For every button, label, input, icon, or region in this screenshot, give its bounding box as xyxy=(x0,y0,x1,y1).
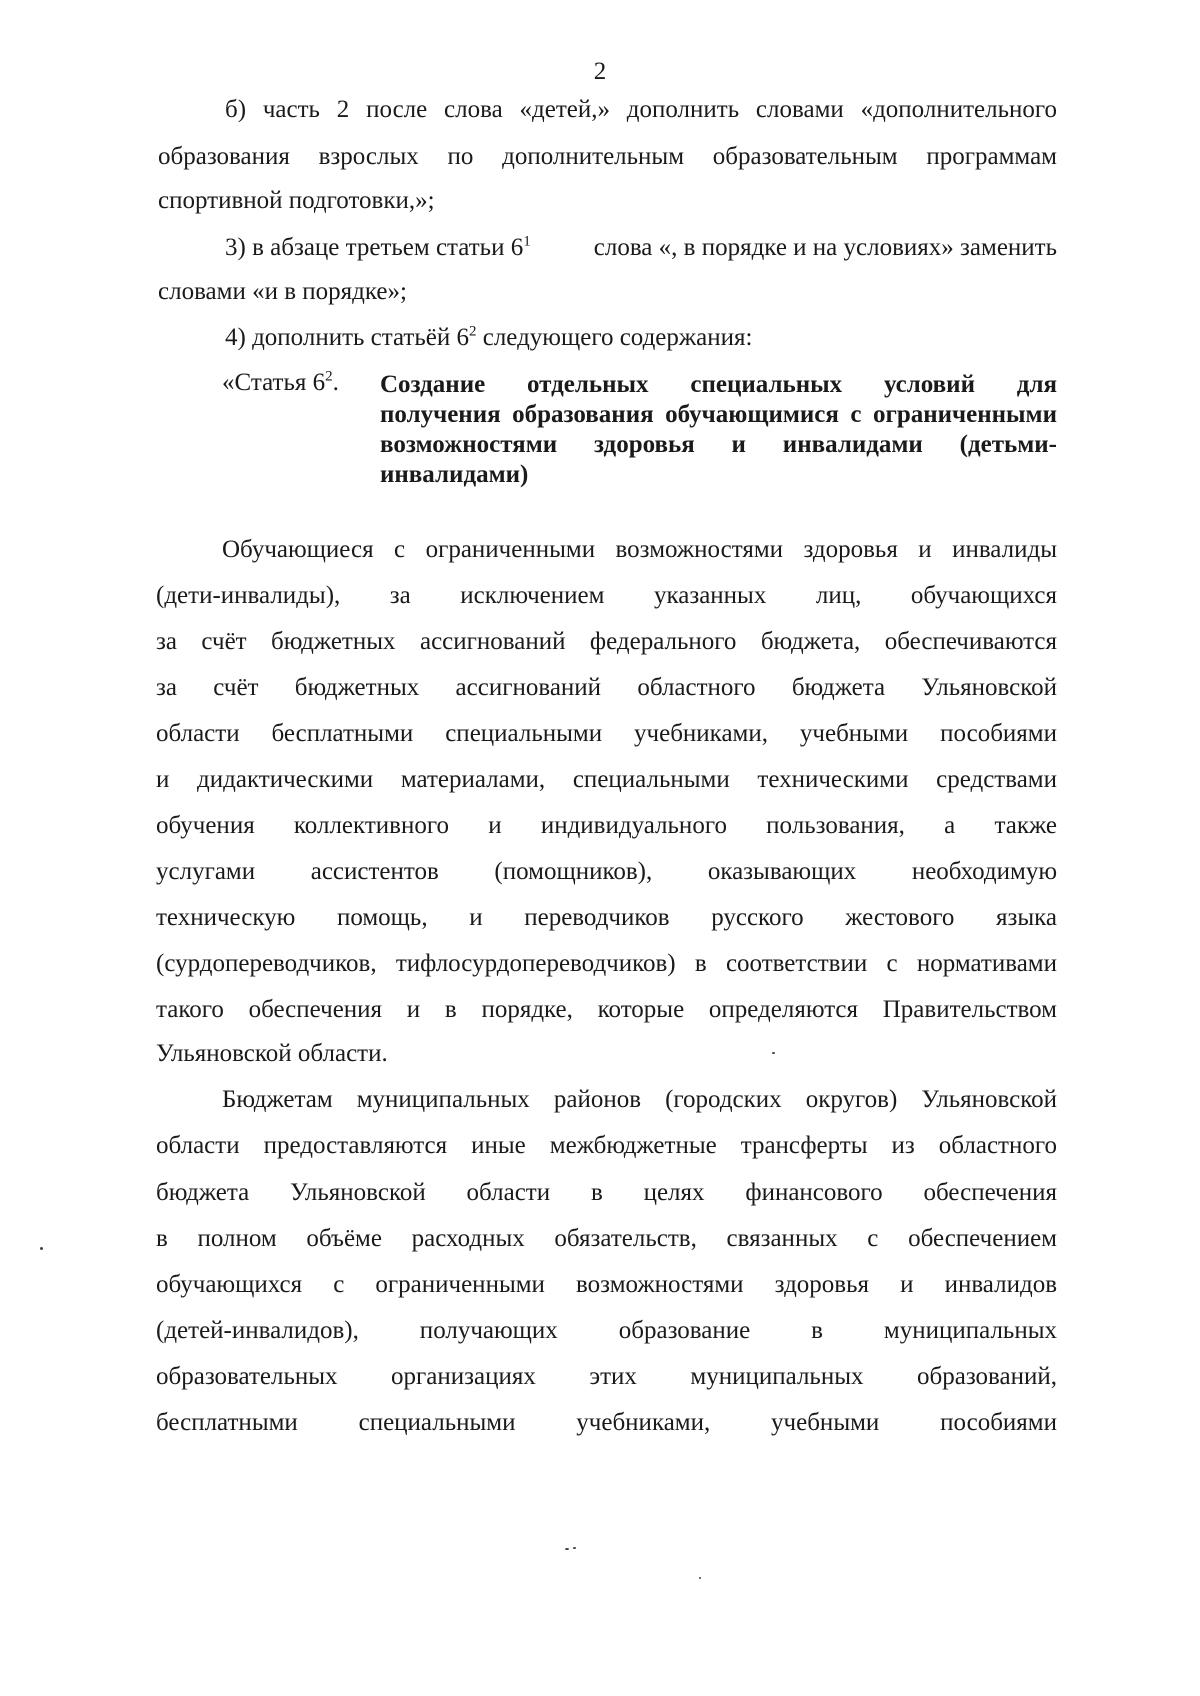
paragraph-1-line: (сурдопереводчиков, тифлосурдопереводчиков) в соответствии с нормативами xyxy=(156,950,1057,977)
amendment-3-line-2: словами «и в порядке»; xyxy=(158,278,407,305)
article-label: «Статья $6^2$. xyxy=(222,368,339,396)
paragraph-2-line: обучающихся с ограниченными возможностями здоровья и инвалидов xyxy=(156,1271,1057,1298)
paragraph-2-line: в полном объёме расходных обязательств, связанных с обеспечением xyxy=(156,1225,1057,1252)
amendment-3-text-b: слова «, в порядке и на условиях» заменить xyxy=(587,234,1057,261)
paragraph-2-line: области предоставляются иные межбюджетные трансферты из областного xyxy=(156,1132,1057,1159)
paragraph-1-line: услугами ассистентов (помощников), оказывающих необходимую xyxy=(156,858,1057,885)
paragraph-2-line: бюджета Ульяновской области в целях финансового обеспечения xyxy=(156,1179,1057,1206)
article-title-line-3: возможностями здоровья и инвалидами (детьми- xyxy=(380,431,1057,458)
scan-speck xyxy=(772,1052,775,1054)
amendment-b-line-3: спортивной подготовки,»; xyxy=(158,187,435,214)
paragraph-1-line: (дети-инвалиды), за исключением указанных лиц, обучающихся xyxy=(156,582,1057,609)
paragraph-1-line: и дидактическими материалами, специальными техническими средствами xyxy=(156,766,1057,793)
amendment-b-line-1: б) часть 2 после слова «детей,» дополнить словами «дополнительного xyxy=(225,96,1057,123)
amendment-4-line: 4) дополнить статьёй $6^2$ следующего содержания: xyxy=(225,323,753,351)
paragraph-2-line: образовательных организациях этих муниципальных образований, xyxy=(156,1363,1057,1390)
scan-speck xyxy=(565,1548,569,1550)
paragraph-1-line: такого обеспечения и в порядке, которые определяются Правительством xyxy=(156,996,1057,1023)
paragraph-1-line: обучения коллективного и индивидуального пользования, а также xyxy=(156,812,1057,839)
amendment-3-line-1 xyxy=(225,233,1057,263)
paragraph-1-line: техническую помощь, и переводчиков русского жестового языка xyxy=(156,904,1057,931)
article-title-line-1: Создание отдельных специальных условий для xyxy=(380,371,1057,398)
article-title-line-2: получения образования обучающимися с ограниченными xyxy=(380,401,1057,428)
page-number: 2 xyxy=(593,58,607,85)
scan-speck xyxy=(699,1577,701,1579)
amendment-b-line-2: образования взрослых по дополнительным образовательным программам xyxy=(158,143,1057,170)
paragraph-1-line: Ульяновской области. xyxy=(156,1040,388,1067)
paragraph-1-line: за счёт бюджетных ассигнований федерального бюджета, обеспечиваются xyxy=(156,628,1057,655)
amendment-3-text-a: 3) в абзаце третьем статьи $6^1$ xyxy=(225,233,531,261)
paragraph-1-line: области бесплатными специальными учебниками, учебными пособиями xyxy=(156,720,1057,747)
paragraph-2-line: Бюджетам муниципальных районов (городских округов) Ульяновской xyxy=(222,1086,1057,1113)
article-title-line-4: инвалидами) xyxy=(380,461,529,488)
scan-speck xyxy=(573,1547,576,1549)
paragraph-2-line: (детей-инвалидов), получающих образование в муниципальных xyxy=(156,1317,1057,1344)
paragraph-1-line: Обучающиеся с ограниченными возможностями здоровья и инвалиды xyxy=(222,536,1057,563)
paragraph-2-line: бесплатными специальными учебниками, учебными пособиями xyxy=(156,1409,1057,1436)
paragraph-1-line: за счёт бюджетных ассигнований областного бюджета Ульяновской xyxy=(156,674,1057,701)
scan-speck xyxy=(40,1247,43,1250)
